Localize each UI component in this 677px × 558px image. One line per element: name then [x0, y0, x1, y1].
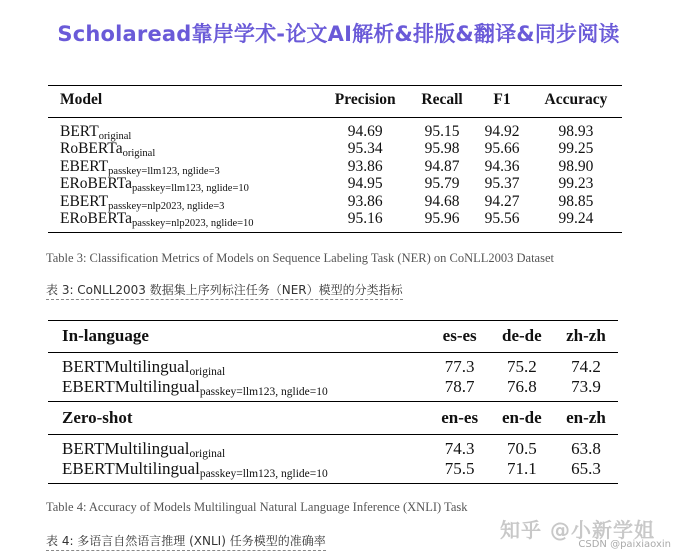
table-4-zh-caption: 表 4: 多语言自然语言推理 (XNLI) 任务模型的准确率	[46, 532, 326, 551]
section-header-zero-shot: Zero-shot	[48, 402, 430, 435]
table-3-zh-caption: 表 3: CoNLL2003 数据集上序列标注任务（NER）模型的分类指标	[46, 281, 403, 300]
col-header-f1: F1	[474, 86, 530, 118]
model-name: RoBERTa$_{original}$	[60, 140, 156, 160]
value-cell: 74.3	[444, 439, 475, 458]
f1-cell: 95.66	[484, 140, 520, 158]
value-cell: 78.7	[444, 377, 475, 396]
col-header-accuracy: Accuracy	[530, 86, 622, 118]
accuracy-cell: 99.23	[558, 175, 594, 193]
precision-cell: 93.86	[347, 192, 383, 210]
table-3-caption: Table 3: Classification Metrics of Models on Sequence Labeling Task (NER) on CoNLL2003 Dataset	[46, 251, 554, 265]
recall-cell: 95.15	[424, 123, 460, 140]
model-name: EBERTMultilingual$_{passkey=llm123, nglide=10}$	[48, 459, 430, 484]
precision-cell: 93.86	[347, 157, 383, 175]
table-row	[48, 175, 622, 192]
recall-cell: 94.87	[424, 157, 460, 175]
table-row	[48, 377, 618, 402]
precision-cell: 95.16	[320, 210, 410, 233]
table-row	[48, 193, 622, 210]
f1-cell: 94.92	[484, 123, 520, 140]
f1-cell: 94.36	[484, 157, 520, 175]
recall-cell: 94.68	[424, 192, 460, 210]
model-name: ERoBERTa$_{passkey=llm123, nglide=10}$	[60, 175, 249, 195]
value-cell: 75.5	[430, 459, 490, 484]
precision-cell: 95.34	[347, 140, 383, 158]
accuracy-cell: 99.24	[530, 210, 622, 233]
col-header: de-de	[490, 321, 554, 353]
value-cell: 74.2	[571, 357, 601, 376]
precision-cell: 94.95	[347, 175, 383, 193]
model-name: $EBERT_{passkey=nlp2023, nglide=3}$	[60, 192, 225, 212]
f1-cell: 94.27	[484, 192, 520, 210]
accuracy-cell: 98.90	[558, 157, 594, 175]
recall-cell: 95.96	[410, 210, 474, 233]
value-cell: 75.2	[506, 357, 537, 376]
accuracy-cell: 98.93	[558, 123, 594, 140]
value-cell: 73.9	[571, 377, 601, 396]
col-header-model: Model	[48, 86, 320, 118]
col-header: en-es	[430, 402, 490, 435]
col-header: en-de	[490, 402, 554, 435]
precision-cell: 94.69	[347, 123, 383, 140]
zhihu-watermark: 知乎 @小新学姐	[500, 518, 655, 542]
value-cell: 77.3	[444, 357, 475, 376]
model-name: $BERT_{original}$	[60, 123, 132, 142]
value-cell: 76.8	[506, 377, 537, 396]
col-header: en-zh	[554, 402, 618, 435]
value-cell: 71.1	[490, 459, 554, 484]
col-header: es-es	[430, 321, 490, 353]
table-row	[48, 435, 618, 460]
value-cell: 70.5	[506, 439, 537, 458]
table-4-caption: Table 4: Accuracy of Models Multilingual Natural Language Inference (XNLI) Task	[46, 500, 468, 514]
accuracy-cell: 98.85	[558, 192, 594, 210]
accuracy-cell: 99.25	[558, 140, 594, 158]
col-header: zh-zh	[554, 321, 618, 353]
table-row	[48, 459, 618, 484]
csdn-watermark: CSDN @paixiaoxin	[578, 539, 671, 550]
recall-cell: 95.79	[424, 175, 460, 193]
model-name: EBERTMultilingual$_{passkey=llm123, nglide=10}$	[62, 377, 328, 398]
table-row	[48, 118, 622, 141]
f1-cell: 95.56	[474, 210, 530, 233]
table-row	[48, 158, 622, 175]
col-header-precision: Precision	[320, 86, 410, 118]
table-row	[48, 140, 622, 157]
model-name: BERTMultilingual$_{original}$	[62, 357, 226, 378]
value-cell: 63.8	[571, 439, 601, 458]
table-row	[48, 353, 618, 378]
value-cell: 65.3	[554, 459, 618, 484]
model-name: BERTMultilingual$_{original}$	[62, 439, 226, 460]
recall-cell: 95.98	[424, 140, 460, 158]
scholaread-banner: Scholaread靠岸学术-论文AI解析&排版&翻译&同步阅读	[57, 22, 620, 46]
section-header-in-language: In-language	[48, 321, 430, 353]
model-name: $EBERT_{passkey=llm123, nglide=3}$	[60, 157, 220, 177]
table-3-ner-metrics	[48, 85, 622, 233]
col-header-recall: Recall	[410, 86, 474, 118]
table-4-xnli-accuracy	[48, 320, 618, 484]
model-name: ERoBERTa$_{passkey=nlp2023, nglide=10}$	[48, 210, 320, 233]
f1-cell: 95.37	[484, 175, 520, 193]
table-row	[48, 210, 622, 233]
